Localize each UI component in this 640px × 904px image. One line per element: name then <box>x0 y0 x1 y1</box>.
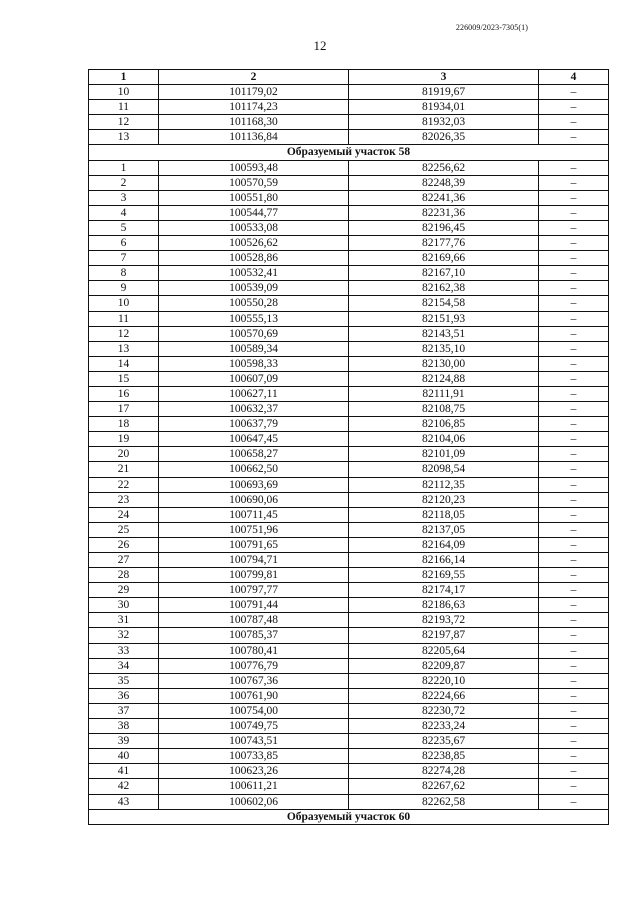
point-number-cell: 3 <box>89 190 159 205</box>
table-row <box>89 236 609 251</box>
point-number-cell: 13 <box>89 341 159 356</box>
table-row <box>89 281 609 296</box>
table-row <box>89 764 609 779</box>
x-coordinate-cell: 100623,26 <box>159 764 349 779</box>
x-coordinate-cell: 100754,00 <box>159 703 349 718</box>
x-coordinate-cell: 100797,77 <box>159 583 349 598</box>
y-coordinate-cell: 82166,14 <box>349 553 539 568</box>
x-coordinate-cell: 100761,90 <box>159 688 349 703</box>
y-coordinate-cell: 82196,45 <box>349 220 539 235</box>
point-number-cell: 20 <box>89 447 159 462</box>
table-row <box>89 326 609 341</box>
x-coordinate-cell: 100551,80 <box>159 190 349 205</box>
y-coordinate-cell: 82154,58 <box>349 296 539 311</box>
y-coordinate-cell: 82230,72 <box>349 703 539 718</box>
table-row <box>89 568 609 583</box>
point-number-cell: 15 <box>89 371 159 386</box>
document-number: 226009/2023-7305(1) <box>455 23 528 32</box>
table-row <box>89 130 609 145</box>
point-number-cell: 29 <box>89 583 159 598</box>
note-cell: – <box>539 583 609 598</box>
table-row <box>89 386 609 401</box>
note-cell: – <box>539 779 609 794</box>
point-number-cell: 2 <box>89 175 159 190</box>
x-coordinate-cell: 100570,59 <box>159 175 349 190</box>
point-number-cell: 5 <box>89 220 159 235</box>
note-cell: – <box>539 175 609 190</box>
table-row <box>89 371 609 386</box>
point-number-cell: 24 <box>89 507 159 522</box>
y-coordinate-cell: 82233,24 <box>349 719 539 734</box>
y-coordinate-cell: 82120,23 <box>349 492 539 507</box>
y-coordinate-cell: 82197,87 <box>349 628 539 643</box>
x-coordinate-cell: 100607,09 <box>159 371 349 386</box>
point-number-cell: 38 <box>89 719 159 734</box>
y-coordinate-cell: 82101,09 <box>349 447 539 462</box>
x-coordinate-cell: 100532,41 <box>159 266 349 281</box>
point-number-cell: 13 <box>89 130 159 145</box>
note-cell: – <box>539 115 609 130</box>
note-cell: – <box>539 749 609 764</box>
x-coordinate-cell: 101174,23 <box>159 100 349 115</box>
y-coordinate-cell: 82135,10 <box>349 341 539 356</box>
y-coordinate-cell: 82164,09 <box>349 537 539 552</box>
y-coordinate-cell: 82104,06 <box>349 432 539 447</box>
x-coordinate-cell: 100526,62 <box>159 236 349 251</box>
y-coordinate-cell: 82167,10 <box>349 266 539 281</box>
table-row <box>89 462 609 477</box>
table-row <box>89 598 609 613</box>
note-cell: – <box>539 522 609 537</box>
point-number-cell: 7 <box>89 251 159 266</box>
table-row <box>89 719 609 734</box>
note-cell: – <box>539 251 609 266</box>
x-coordinate-cell: 100528,86 <box>159 251 349 266</box>
note-cell: – <box>539 130 609 145</box>
table-row <box>89 356 609 371</box>
note-cell: – <box>539 326 609 341</box>
note-cell: – <box>539 341 609 356</box>
y-coordinate-cell: 82177,76 <box>349 236 539 251</box>
y-coordinate-cell: 82169,66 <box>349 251 539 266</box>
point-number-cell: 16 <box>89 386 159 401</box>
x-coordinate-cell: 100791,44 <box>159 598 349 613</box>
table-row <box>89 688 609 703</box>
point-number-cell: 12 <box>89 326 159 341</box>
x-coordinate-cell: 100776,79 <box>159 658 349 673</box>
y-coordinate-cell: 82143,51 <box>349 326 539 341</box>
y-coordinate-cell: 82186,63 <box>349 598 539 613</box>
x-coordinate-cell: 100794,71 <box>159 553 349 568</box>
note-cell: – <box>539 462 609 477</box>
y-coordinate-cell: 82274,28 <box>349 764 539 779</box>
table-row <box>89 703 609 718</box>
point-number-cell: 21 <box>89 462 159 477</box>
note-cell: – <box>539 417 609 432</box>
y-coordinate-cell: 82241,36 <box>349 190 539 205</box>
point-number-cell: 27 <box>89 553 159 568</box>
y-coordinate-cell: 82209,87 <box>349 658 539 673</box>
point-number-cell: 9 <box>89 281 159 296</box>
point-number-cell: 30 <box>89 598 159 613</box>
note-cell: – <box>539 296 609 311</box>
point-number-cell: 6 <box>89 236 159 251</box>
note-cell: – <box>539 553 609 568</box>
x-coordinate-cell: 100785,37 <box>159 628 349 643</box>
point-number-cell: 39 <box>89 734 159 749</box>
note-cell: – <box>539 507 609 522</box>
section-row <box>89 145 609 160</box>
y-coordinate-cell: 82256,62 <box>349 160 539 175</box>
point-number-cell: 22 <box>89 477 159 492</box>
note-cell: – <box>539 100 609 115</box>
point-number-cell: 4 <box>89 205 159 220</box>
table-row <box>89 311 609 326</box>
table-row <box>89 402 609 417</box>
table-row <box>89 205 609 220</box>
y-coordinate-cell: 82118,05 <box>349 507 539 522</box>
table-row <box>89 794 609 809</box>
header-cell: 3 <box>349 70 539 85</box>
point-number-cell: 18 <box>89 417 159 432</box>
x-coordinate-cell: 100598,33 <box>159 356 349 371</box>
point-number-cell: 11 <box>89 311 159 326</box>
table-row <box>89 296 609 311</box>
note-cell: – <box>539 703 609 718</box>
note-cell: – <box>539 85 609 100</box>
note-cell: – <box>539 688 609 703</box>
table-row <box>89 749 609 764</box>
x-coordinate-cell: 100593,48 <box>159 160 349 175</box>
x-coordinate-cell: 100787,48 <box>159 613 349 628</box>
point-number-cell: 19 <box>89 432 159 447</box>
point-number-cell: 42 <box>89 779 159 794</box>
point-number-cell: 32 <box>89 628 159 643</box>
table-row <box>89 522 609 537</box>
note-cell: – <box>539 371 609 386</box>
table-row <box>89 417 609 432</box>
x-coordinate-cell: 100637,79 <box>159 417 349 432</box>
note-cell: – <box>539 719 609 734</box>
y-coordinate-cell: 82205,64 <box>349 643 539 658</box>
x-coordinate-cell: 100570,69 <box>159 326 349 341</box>
point-number-cell: 41 <box>89 764 159 779</box>
x-coordinate-cell: 100658,27 <box>159 447 349 462</box>
y-coordinate-cell: 82231,36 <box>349 205 539 220</box>
y-coordinate-cell: 82224,66 <box>349 688 539 703</box>
x-coordinate-cell: 100539,09 <box>159 281 349 296</box>
table-row <box>89 100 609 115</box>
x-coordinate-cell: 100799,81 <box>159 568 349 583</box>
note-cell: – <box>539 160 609 175</box>
x-coordinate-cell: 100533,08 <box>159 220 349 235</box>
table-row <box>89 553 609 568</box>
point-number-cell: 10 <box>89 85 159 100</box>
y-coordinate-cell: 82174,17 <box>349 583 539 598</box>
section-title: Образуемый участок 60 <box>89 809 609 824</box>
y-coordinate-cell: 82130,00 <box>349 356 539 371</box>
x-coordinate-cell: 100632,37 <box>159 402 349 417</box>
x-coordinate-cell: 100767,36 <box>159 673 349 688</box>
x-coordinate-cell: 100711,45 <box>159 507 349 522</box>
note-cell: – <box>539 190 609 205</box>
y-coordinate-cell: 81919,67 <box>349 85 539 100</box>
table-row <box>89 160 609 175</box>
point-number-cell: 14 <box>89 356 159 371</box>
y-coordinate-cell: 82112,35 <box>349 477 539 492</box>
table-row <box>89 613 609 628</box>
note-cell: – <box>539 598 609 613</box>
x-coordinate-cell: 100751,96 <box>159 522 349 537</box>
y-coordinate-cell: 82220,10 <box>349 673 539 688</box>
point-number-cell: 23 <box>89 492 159 507</box>
x-coordinate-cell: 100791,65 <box>159 537 349 552</box>
note-cell: – <box>539 236 609 251</box>
y-coordinate-cell: 82235,67 <box>349 734 539 749</box>
y-coordinate-cell: 82106,85 <box>349 417 539 432</box>
y-coordinate-cell: 82162,38 <box>349 281 539 296</box>
note-cell: – <box>539 281 609 296</box>
coordinates-table <box>88 69 609 825</box>
y-coordinate-cell: 82108,75 <box>349 402 539 417</box>
note-cell: – <box>539 447 609 462</box>
note-cell: – <box>539 658 609 673</box>
note-cell: – <box>539 613 609 628</box>
x-coordinate-cell: 101179,02 <box>159 85 349 100</box>
table-row <box>89 477 609 492</box>
y-coordinate-cell: 82169,55 <box>349 568 539 583</box>
x-coordinate-cell: 100550,28 <box>159 296 349 311</box>
x-coordinate-cell: 100611,21 <box>159 779 349 794</box>
x-coordinate-cell: 100627,11 <box>159 386 349 401</box>
point-number-cell: 17 <box>89 402 159 417</box>
table-row <box>89 341 609 356</box>
note-cell: – <box>539 477 609 492</box>
table-row <box>89 115 609 130</box>
point-number-cell: 43 <box>89 794 159 809</box>
point-number-cell: 34 <box>89 658 159 673</box>
note-cell: – <box>539 432 609 447</box>
note-cell: – <box>539 402 609 417</box>
note-cell: – <box>539 205 609 220</box>
x-coordinate-cell: 100555,13 <box>159 311 349 326</box>
page-number: 12 <box>313 38 327 53</box>
table-row <box>89 266 609 281</box>
point-number-cell: 28 <box>89 568 159 583</box>
note-cell: – <box>539 266 609 281</box>
note-cell: – <box>539 794 609 809</box>
note-cell: – <box>539 311 609 326</box>
y-coordinate-cell: 82111,91 <box>349 386 539 401</box>
note-cell: – <box>539 734 609 749</box>
y-coordinate-cell: 82026,35 <box>349 130 539 145</box>
point-number-cell: 26 <box>89 537 159 552</box>
point-number-cell: 10 <box>89 296 159 311</box>
x-coordinate-cell: 100662,50 <box>159 462 349 477</box>
x-coordinate-cell: 100743,51 <box>159 734 349 749</box>
x-coordinate-cell: 100690,06 <box>159 492 349 507</box>
x-coordinate-cell: 100602,06 <box>159 794 349 809</box>
table-row <box>89 492 609 507</box>
table-row <box>89 447 609 462</box>
point-number-cell: 35 <box>89 673 159 688</box>
note-cell: – <box>539 220 609 235</box>
y-coordinate-cell: 82124,88 <box>349 371 539 386</box>
y-coordinate-cell: 82151,93 <box>349 311 539 326</box>
table-body <box>89 85 609 825</box>
y-coordinate-cell: 82098,54 <box>349 462 539 477</box>
x-coordinate-cell: 100780,41 <box>159 643 349 658</box>
table-row <box>89 432 609 447</box>
y-coordinate-cell: 82193,72 <box>349 613 539 628</box>
point-number-cell: 25 <box>89 522 159 537</box>
note-cell: – <box>539 537 609 552</box>
table-row <box>89 190 609 205</box>
y-coordinate-cell: 82262,58 <box>349 794 539 809</box>
table-row <box>89 220 609 235</box>
y-coordinate-cell: 82248,39 <box>349 175 539 190</box>
point-number-cell: 11 <box>89 100 159 115</box>
section-row <box>89 809 609 824</box>
x-coordinate-cell: 100544,77 <box>159 205 349 220</box>
x-coordinate-cell: 100693,69 <box>159 477 349 492</box>
y-coordinate-cell: 82238,85 <box>349 749 539 764</box>
note-cell: – <box>539 673 609 688</box>
x-coordinate-cell: 100749,75 <box>159 719 349 734</box>
note-cell: – <box>539 568 609 583</box>
point-number-cell: 31 <box>89 613 159 628</box>
point-number-cell: 36 <box>89 688 159 703</box>
y-coordinate-cell: 81932,03 <box>349 115 539 130</box>
note-cell: – <box>539 643 609 658</box>
note-cell: – <box>539 764 609 779</box>
table-row <box>89 734 609 749</box>
table-row <box>89 673 609 688</box>
table-row <box>89 85 609 100</box>
table-row <box>89 251 609 266</box>
table-row <box>89 537 609 552</box>
header-cell: 2 <box>159 70 349 85</box>
x-coordinate-cell: 100589,34 <box>159 341 349 356</box>
note-cell: – <box>539 356 609 371</box>
y-coordinate-cell: 82137,05 <box>349 522 539 537</box>
point-number-cell: 8 <box>89 266 159 281</box>
table-row <box>89 583 609 598</box>
y-coordinate-cell: 81934,01 <box>349 100 539 115</box>
point-number-cell: 40 <box>89 749 159 764</box>
point-number-cell: 12 <box>89 115 159 130</box>
header-cell: 1 <box>89 70 159 85</box>
table-row <box>89 175 609 190</box>
y-coordinate-cell: 82267,62 <box>349 779 539 794</box>
x-coordinate-cell: 101168,30 <box>159 115 349 130</box>
table-row <box>89 628 609 643</box>
point-number-cell: 33 <box>89 643 159 658</box>
table-row <box>89 643 609 658</box>
note-cell: – <box>539 628 609 643</box>
header-cell: 4 <box>539 70 609 85</box>
point-number-cell: 37 <box>89 703 159 718</box>
x-coordinate-cell: 101136,84 <box>159 130 349 145</box>
section-title: Образуемый участок 58 <box>89 145 609 160</box>
point-number-cell: 1 <box>89 160 159 175</box>
table-header-row <box>89 70 609 85</box>
table-row <box>89 507 609 522</box>
x-coordinate-cell: 100733,85 <box>159 749 349 764</box>
x-coordinate-cell: 100647,45 <box>159 432 349 447</box>
note-cell: – <box>539 386 609 401</box>
table-row <box>89 779 609 794</box>
note-cell: – <box>539 492 609 507</box>
table-row <box>89 658 609 673</box>
